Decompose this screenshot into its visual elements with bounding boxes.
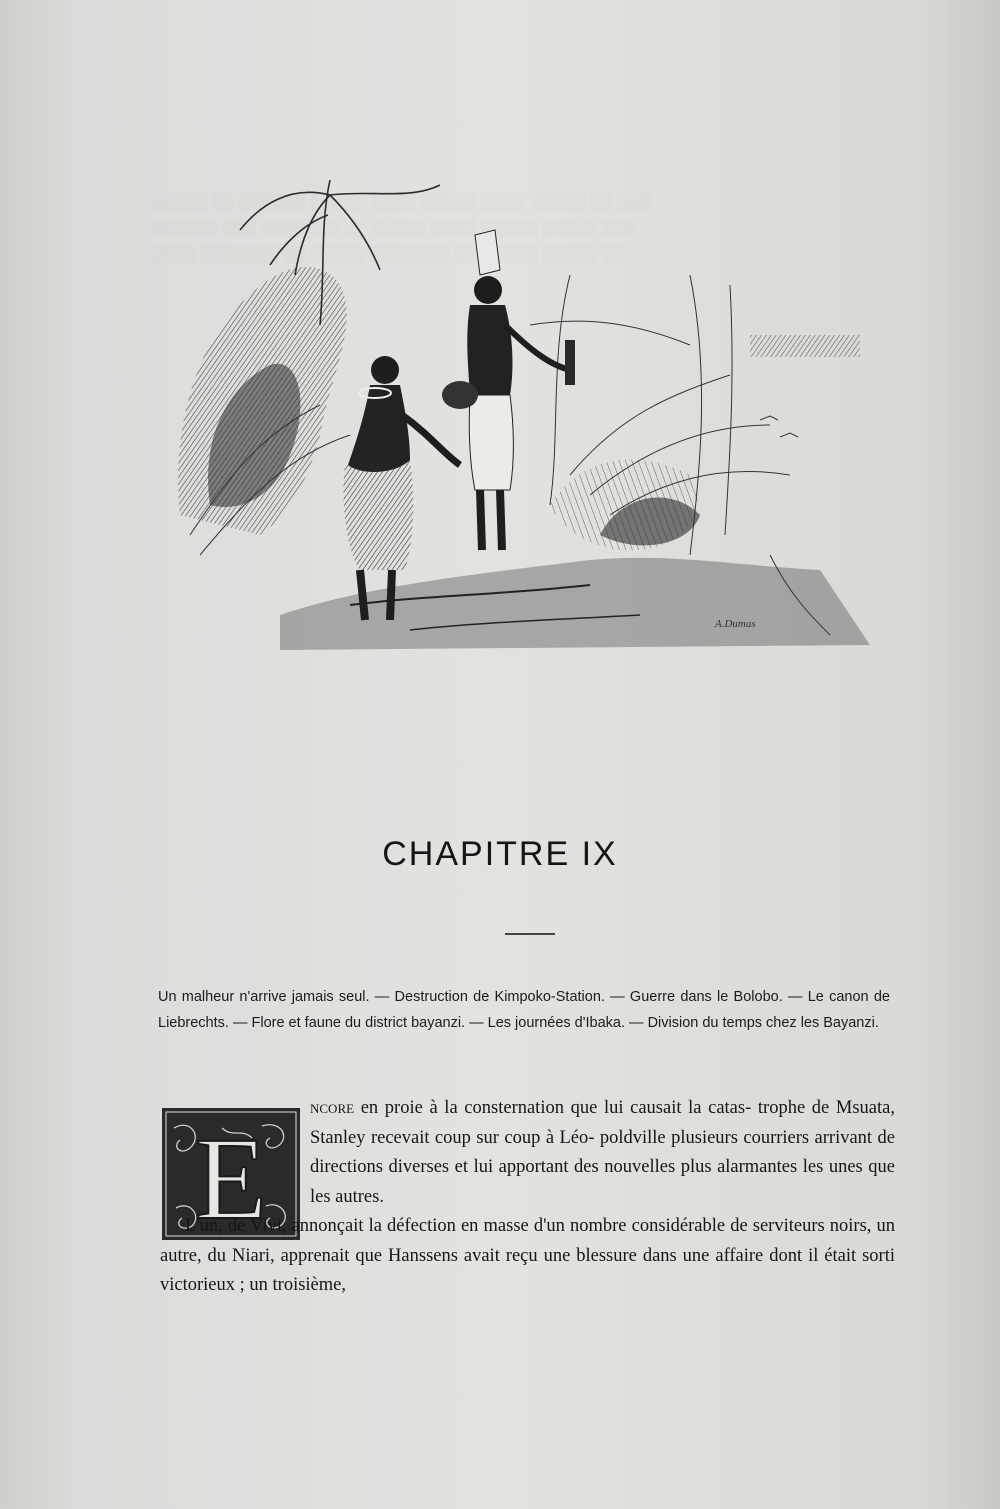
p1-line-4: et lui apportant des nouvelles plus alarmantes les unes que bbox=[454, 1157, 895, 1177]
paragraph-2: L'un, de Vivi, annonçait la défection en masse d'un nombre considérable de serviteurs noirs, un autre, du Niari, apprenait que Hanssens avait reçu une blessure dans une affaire dont il était sorti victorieux ; un troisième, bbox=[160, 1216, 895, 1295]
drop-cap-letter: E bbox=[194, 1113, 268, 1240]
p1-line-1: en proie à la consternation que lui causait la catas- bbox=[360, 1098, 752, 1118]
p1-line-5: les autres. bbox=[310, 1186, 384, 1207]
artist-signature: A.Dumas bbox=[715, 618, 756, 630]
chapter-summary: Un malheur n'arrive jamais seul. — Destruction de Kimpoko-Station. — Guerre dans le Bolobo. — Le canon de Liebrechts. — Flore et faune du district bayanzi. — Les journées d'Ibaka. — Division du temps chez les Bayanzi. bbox=[158, 989, 890, 1031]
distant-shore bbox=[750, 335, 860, 437]
bleed-through: ░░░░░ ░░ ░░░░░░ ░░░░░ ░░░░ ░░░░░ ░░░░ ░░░░░ ░░ ░░░ ░░░░░░ ░░░ ░░░░░░░ ░░ ░░░░░ ░░░░ ░░░░░ ░░░░░ ░░░ ░░░░ ░░░░░░░ ░░ ░░░░░ ░░░░░░░ ░░░ ░░░░ ░░░░░ ░░ bbox=[150, 194, 651, 263]
chapter-title: CHAPITRE IX bbox=[382, 835, 618, 873]
paragraph-1 bbox=[160, 1094, 895, 1212]
body-text bbox=[160, 1094, 895, 1301]
lead-word: ncore bbox=[310, 1098, 355, 1118]
p1-line-3: poldville plusieurs courriers arrivant de directions diverses bbox=[310, 1127, 895, 1177]
title-rule bbox=[505, 933, 555, 935]
grass-mass-right bbox=[550, 460, 700, 551]
p1-line-2: trophe de Msuata, Stanley recevait coup sur coup à Léo- bbox=[310, 1098, 895, 1148]
engraving-illustration bbox=[170, 175, 870, 665]
